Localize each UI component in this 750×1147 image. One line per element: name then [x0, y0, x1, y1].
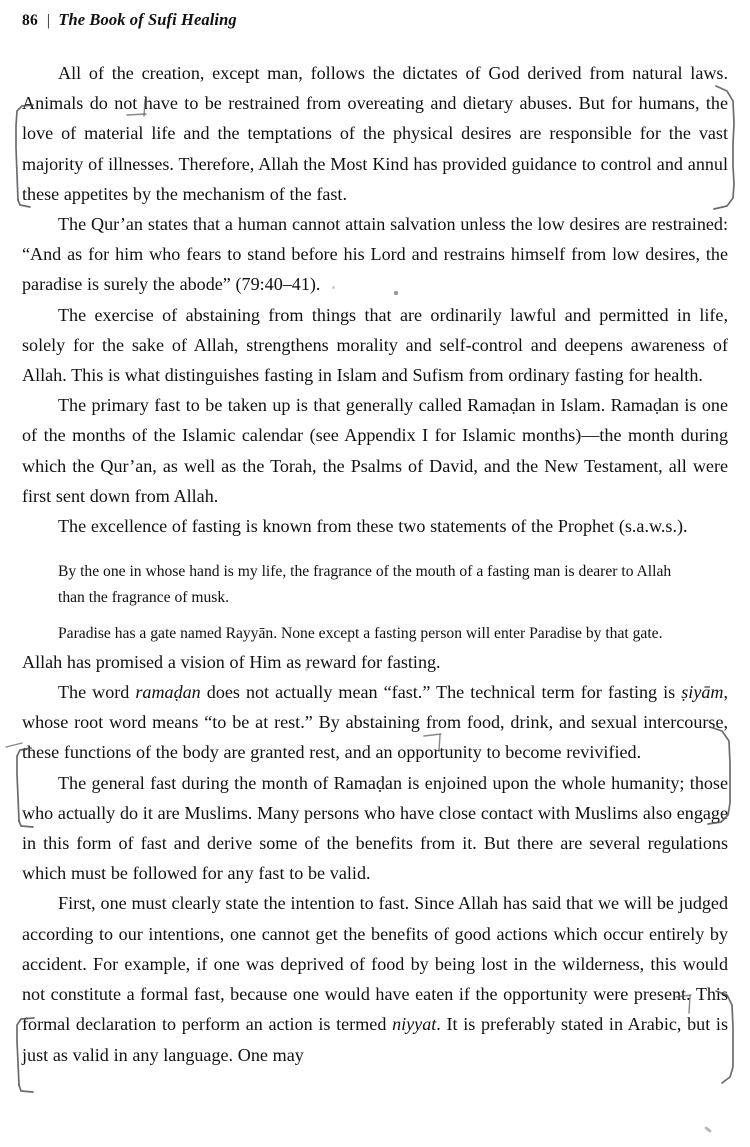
text-run: does not actually mean “fast.” The technical term for fasting is	[200, 682, 682, 703]
text-run: , whose root word means “to be at rest.” By abstaining from food, drink, and sexual intercourse, these functions of the body are granted rest, and an opportunity to become revivified.	[22, 682, 728, 763]
book-title: The Book of Sufi Healing	[58, 10, 237, 29]
block-quote: By the one in whose hand is my life, the fragrance of the mouth of a fasting man is dearer to Allah than the fragrance of musk.	[58, 563, 672, 607]
running-head	[22, 10, 728, 34]
block-quote: Paradise has a gate named Rayyān. None except a fasting person will enter Paradise by that gate.	[58, 624, 663, 642]
text-run: . It is preferably stated in Arabic, but is just as valid in any language. One may	[22, 1014, 728, 1065]
paragraph	[22, 888, 728, 1069]
paragraph: The general fast during the month of Ramaḍan is enjoined upon the whole humanity; those who actually do it are Muslims. Many persons who have close contact with Muslims also engage in this form of fast and derive some of the benefits from it. But there are several regulations which must be followed for any fast to be valid.	[22, 772, 728, 884]
transliterated-term: ramaḍan	[135, 682, 201, 703]
text-run: First, one must clearly state the intention to fast. Since Allah has said that we will be judged according to our intentions, one cannot get the benefits of good actions which occur entirely by accident. For example, if one was deprived of food by being lost in the wilderness, this would not constitute a formal fast, because one would have eaten if the opportunity were present. This formal declaration to perform an action is termed	[22, 893, 728, 1035]
paragraph: The excellence of fasting is known from these two statements of the Prophet (s.a.w.s.).	[58, 516, 688, 537]
paragraph: The exercise of abstaining from things that are ordinarily lawful and permitted in life, solely for the sake of Allah, strengthens morality and self-control and deepens awareness of Allah. This is what distinguishes fasting in Islam and Sufism from ordinary fasting for health.	[22, 304, 728, 386]
ink-speck	[704, 1126, 712, 1133]
paragraph: All of the creation, except man, follows the dictates of God derived from natural laws. Animals do not have to be restrained from overeating and dietary abuses. But for humans, the love of material life and the temptations of the physical desires are responsible for the vast majority of illnesses. Therefore, Allah the Most Kind has provided guidance to control and annul these appetites by the mechanism of the fast.	[22, 63, 728, 204]
ink-speck	[394, 291, 398, 295]
paragraph: Allah has promised a vision of Him as reward for fasting.	[22, 651, 441, 672]
transliterated-term: ṣiyām	[681, 682, 724, 703]
text-run: The word	[58, 682, 136, 703]
paragraph: The primary fast to be taken up is that generally called Ramaḍan in Islam. Ramaḍan is one of the months of the Islamic calendar (see Appendix I for Islamic months)—the month during which the Qur’an, as well as the Torah, the Psalms of David, and the New Testament, all were first sent down from Allah.	[22, 395, 728, 506]
text-column	[22, 58, 728, 1070]
ink-speck	[332, 286, 335, 289]
running-head-separator: |	[45, 12, 51, 29]
paragraph	[22, 677, 728, 768]
paragraph: The Qur’an states that a human cannot attain salvation unless the low desires are restrained: “And as for him who fears to stand before his Lord and restrains himself from low desires, the paradise is surely the abode” (79:40–41).	[22, 214, 728, 295]
page-number: 86	[22, 12, 38, 29]
transliterated-term: niyyat	[392, 1014, 437, 1035]
ink-speck	[305, 667, 308, 671]
